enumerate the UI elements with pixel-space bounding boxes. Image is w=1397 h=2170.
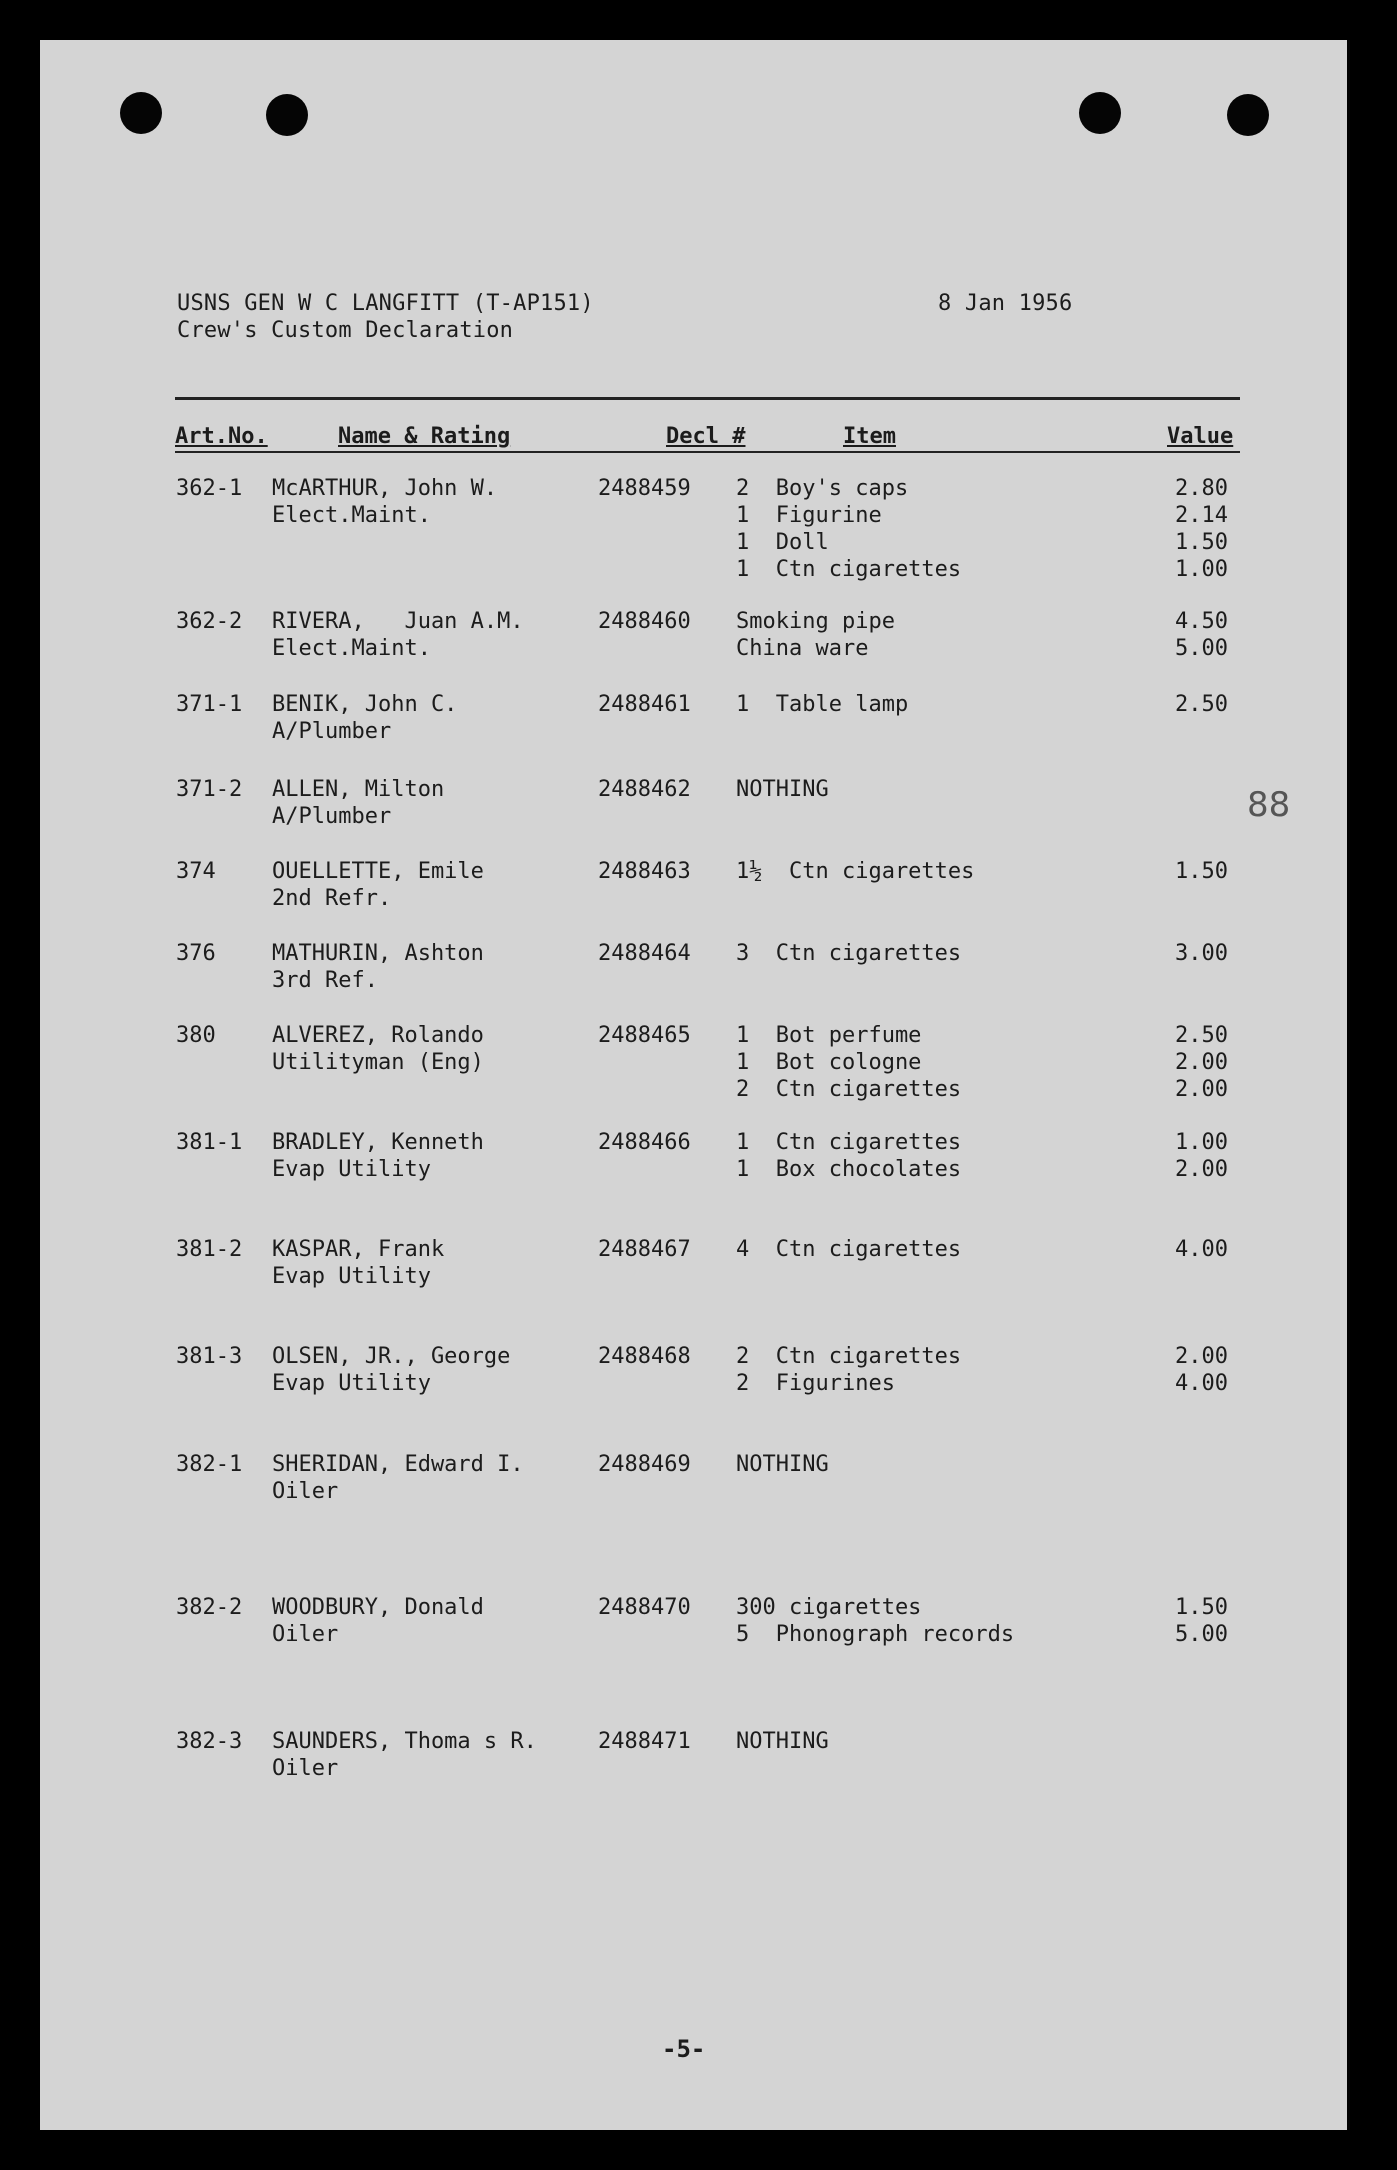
art-number: 371-2 xyxy=(176,777,243,802)
item-value xyxy=(1150,1728,1228,1755)
item-value: 2.00 xyxy=(1175,1077,1228,1102)
crew-name: RIVERA, Juan A.M. xyxy=(272,609,524,634)
item-entry: 2 Ctn cigarettes xyxy=(736,1077,962,1102)
art-number: 382-3 xyxy=(176,1729,243,1754)
item-list xyxy=(736,1129,961,1183)
value-list xyxy=(1150,776,1228,803)
item-value: 2.14 xyxy=(1175,503,1228,528)
item-list xyxy=(736,1728,829,1755)
crew-rating: Oiler xyxy=(272,1622,339,1647)
item-list xyxy=(736,1594,1014,1648)
art-number: 362-2 xyxy=(176,609,243,634)
crew-rating: Evap Utility xyxy=(272,1157,431,1182)
col-value: Value xyxy=(1167,424,1234,449)
col-name-rating: Name & Rating xyxy=(338,424,511,449)
item-value: 4.50 xyxy=(1175,609,1228,634)
crew-name: OLSEN, JR., George xyxy=(272,1344,511,1369)
value-list xyxy=(1150,1129,1228,1183)
column-header-divider xyxy=(175,451,1240,453)
punch-hole xyxy=(266,94,308,136)
item-value: 5.00 xyxy=(1175,1622,1228,1647)
item-list xyxy=(736,1451,829,1478)
punch-hole xyxy=(120,92,162,134)
col-art-no: Art.No. xyxy=(175,424,268,449)
document-date: 8 Jan 1956 xyxy=(938,291,1073,316)
item-entry: 1 Ctn cigarettes xyxy=(736,1130,962,1155)
item-value: 1.50 xyxy=(1175,1595,1228,1620)
crew-rating: Evap Utility xyxy=(272,1371,431,1396)
item-list xyxy=(736,776,829,803)
crew-rating: Evap Utility xyxy=(272,1264,431,1289)
crew-rating: A/Plumber xyxy=(272,719,392,744)
value-list xyxy=(1150,1343,1228,1397)
item-value xyxy=(1150,776,1228,803)
declaration-number: 2488468 xyxy=(598,1344,691,1369)
item-entry: 300 cigarettes xyxy=(736,1595,922,1620)
art-number: 376 xyxy=(176,941,216,966)
item-value: 2.00 xyxy=(1175,1344,1228,1369)
declaration-number: 2488465 xyxy=(598,1023,691,1048)
crew-name: BENIK, John C. xyxy=(272,692,458,717)
item-entry: China ware xyxy=(736,636,869,661)
item-entry: 2 Boy's caps xyxy=(736,476,909,501)
declaration-number: 2488466 xyxy=(598,1130,691,1155)
art-number: 381-1 xyxy=(176,1130,243,1155)
crew-name: WOODBURY, Donald xyxy=(272,1595,484,1620)
crew-name: McARTHUR, John W. xyxy=(272,476,498,501)
item-entry: NOTHING xyxy=(736,777,829,802)
crew-rating: 3rd Ref. xyxy=(272,968,378,993)
value-list xyxy=(1150,858,1228,885)
value-list xyxy=(1150,1728,1228,1755)
item-list xyxy=(736,1236,961,1263)
item-value: 4.00 xyxy=(1175,1371,1228,1396)
item-value: 4.00 xyxy=(1175,1237,1228,1262)
item-entry: 1 Figurine xyxy=(736,503,882,528)
item-value: 2.50 xyxy=(1175,692,1228,717)
declaration-number: 2488469 xyxy=(598,1452,691,1477)
item-list xyxy=(736,608,895,662)
value-list xyxy=(1150,1594,1228,1648)
art-number: 381-2 xyxy=(176,1237,243,1262)
crew-name: SAUNDERS, Thoma s R. xyxy=(272,1729,537,1754)
item-value xyxy=(1150,1451,1228,1478)
art-number: 371-1 xyxy=(176,692,243,717)
item-entry: 1 Bot cologne xyxy=(736,1050,922,1075)
crew-rating: 2nd Refr. xyxy=(272,886,392,911)
crew-rating: A/Plumber xyxy=(272,804,392,829)
item-value: 2.00 xyxy=(1175,1157,1228,1182)
value-list xyxy=(1150,691,1228,718)
art-number: 381-3 xyxy=(176,1344,243,1369)
item-entry: 1 Table lamp xyxy=(736,692,909,717)
crew-name: SHERIDAN, Edward I. xyxy=(272,1452,524,1477)
item-list xyxy=(736,475,961,583)
crew-name: MATHURIN, Ashton xyxy=(272,941,484,966)
value-list xyxy=(1150,1236,1228,1263)
item-list xyxy=(736,1343,961,1397)
crew-name: OUELLETTE, Emile xyxy=(272,859,484,884)
col-item: Item xyxy=(843,424,896,449)
value-list xyxy=(1150,1451,1228,1478)
punch-hole xyxy=(1079,92,1121,134)
declaration-number: 2488464 xyxy=(598,941,691,966)
art-number: 380 xyxy=(176,1023,216,1048)
col-decl: Decl # xyxy=(666,424,746,449)
crew-name: ALLEN, Milton xyxy=(272,777,445,802)
header-divider xyxy=(175,397,1240,400)
item-entry: 3 Ctn cigarettes xyxy=(736,941,962,966)
item-list xyxy=(736,691,908,718)
crew-rating: Elect.Maint. xyxy=(272,636,431,661)
item-entry: NOTHING xyxy=(736,1452,829,1477)
item-value: 2.80 xyxy=(1175,476,1228,501)
item-list xyxy=(736,1022,961,1103)
value-list xyxy=(1150,940,1228,967)
document-page xyxy=(40,40,1347,2130)
item-entry: NOTHING xyxy=(736,1729,829,1754)
declaration-number: 2488463 xyxy=(598,859,691,884)
value-list xyxy=(1150,475,1228,583)
crew-rating: Oiler xyxy=(272,1479,339,1504)
item-value: 1.00 xyxy=(1175,1130,1228,1155)
item-entry: 1 Doll xyxy=(736,530,829,555)
document-subtitle: Crew's Custom Declaration xyxy=(177,318,514,343)
declaration-number: 2488467 xyxy=(598,1237,691,1262)
art-number: 374 xyxy=(176,859,216,884)
art-number: 382-2 xyxy=(176,1595,243,1620)
item-entry: 2 Figurines xyxy=(736,1371,895,1396)
item-entry: 1 Ctn cigarettes xyxy=(736,557,962,582)
item-value: 5.00 xyxy=(1175,636,1228,661)
art-number: 362-1 xyxy=(176,476,243,501)
art-number: 382-1 xyxy=(176,1452,243,1477)
item-entry: Smoking pipe xyxy=(736,609,895,634)
item-list xyxy=(736,858,974,885)
page-number: -5- xyxy=(662,2035,706,2063)
crew-rating: Elect.Maint. xyxy=(272,503,431,528)
crew-rating: Utilityman (Eng) xyxy=(272,1050,484,1075)
item-entry: 1½ Ctn cigarettes xyxy=(736,859,975,884)
item-entry: 5 Phonograph records xyxy=(736,1622,1015,1647)
declaration-number: 2488471 xyxy=(598,1729,691,1754)
item-list xyxy=(736,940,961,967)
item-entry: 2 Ctn cigarettes xyxy=(736,1344,962,1369)
item-value: 1.50 xyxy=(1175,530,1228,555)
crew-name: ALVEREZ, Rolando xyxy=(272,1023,484,1048)
crew-rating: Oiler xyxy=(272,1756,339,1781)
item-value: 3.00 xyxy=(1175,941,1228,966)
declaration-number: 2488462 xyxy=(598,777,691,802)
ship-name: USNS GEN W C LANGFITT (T-AP151) xyxy=(177,291,594,316)
declaration-number: 2488460 xyxy=(598,609,691,634)
declaration-number: 2488459 xyxy=(598,476,691,501)
item-entry: 1 Box chocolates xyxy=(736,1157,962,1182)
declaration-number: 2488461 xyxy=(598,692,691,717)
margin-note: 88 xyxy=(1247,785,1291,825)
crew-name: BRADLEY, Kenneth xyxy=(272,1130,484,1155)
item-value: 1.50 xyxy=(1175,859,1228,884)
punch-hole xyxy=(1227,94,1269,136)
item-value: 2.50 xyxy=(1175,1023,1228,1048)
item-value: 1.00 xyxy=(1175,557,1228,582)
item-entry: 1 Bot perfume xyxy=(736,1023,922,1048)
item-value: 2.00 xyxy=(1175,1050,1228,1075)
value-list xyxy=(1150,1022,1228,1103)
item-entry: 4 Ctn cigarettes xyxy=(736,1237,962,1262)
crew-name: KASPAR, Frank xyxy=(272,1237,445,1262)
value-list xyxy=(1150,608,1228,662)
declaration-number: 2488470 xyxy=(598,1595,691,1620)
